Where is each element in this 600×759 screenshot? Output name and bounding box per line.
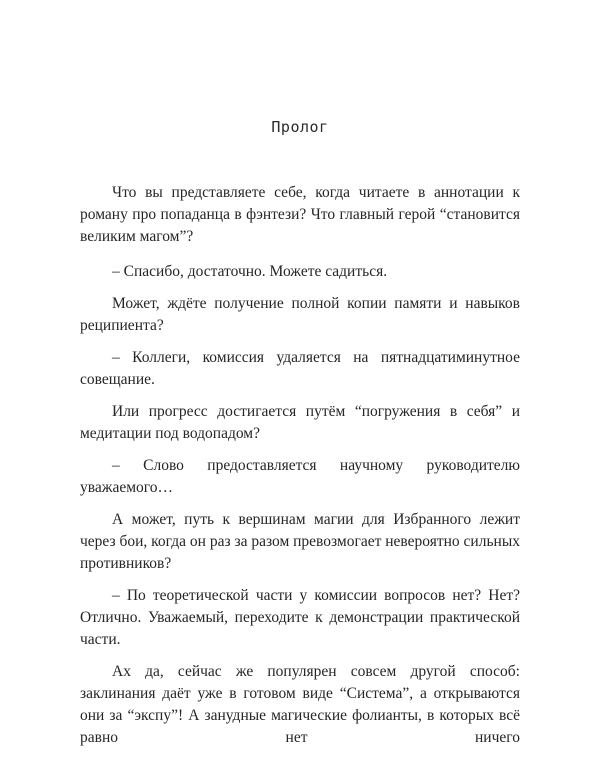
paragraph: – Слово предоставляется научному руководителю уважаемого… (80, 457, 520, 496)
paragraph: Ах да, сейчас же популярен совсем другой способ: заклинания даёт уже в готовом виде “Система”, а открываются они за “экспу”! А занудные магические фолианты, в которых всё равно нет ничего (80, 663, 520, 746)
chapter-title: Пролог (271, 118, 329, 136)
paragraph: – Спасибо, достаточно. Можете садиться. (112, 263, 388, 280)
chapter-body (80, 182, 520, 759)
paragraph: Что вы представляете себе, когда читаете в аннотации к роману про попаданца в фэнтези? Что главный герой “становится великим магом”? (80, 184, 520, 245)
paragraph: – Коллеги, комиссия удаляется на пятнадцатиминутное совещание. (80, 349, 520, 388)
paragraph: Может, ждёте получение полной копии памяти и навыков реципиента? (80, 295, 520, 334)
paragraph: – По теоретической части у комиссии вопросов нет? Нет? Отлично. Уважаемый, переходите к демонстрации практической части. (80, 587, 520, 648)
paragraph: А может, путь к вершинам магии для Избранного лежит через бои, когда он раз за разом превозмогает невероятно сильных противников? (80, 511, 520, 572)
paragraph: Или прогресс достигается путём “погружения в себя” и медитации под водопадом? (80, 403, 520, 442)
